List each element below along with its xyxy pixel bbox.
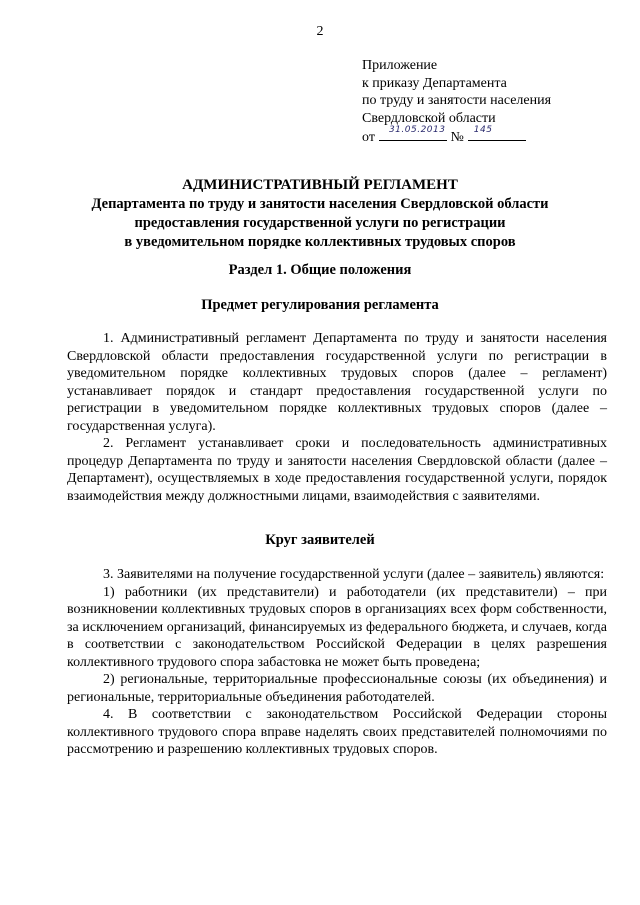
- appendix-line-4: Свердловской области: [362, 110, 496, 126]
- title-line-4: в уведомительном порядке коллективных трудовых споров: [124, 234, 516, 250]
- applicants-body: [67, 566, 607, 759]
- number-sign: №: [450, 130, 464, 145]
- date-blank: [379, 124, 447, 141]
- document-title: [0, 176, 640, 252]
- section-1-heading: Раздел 1. Общие положения: [228, 262, 412, 278]
- applicants-heading: Круг заявителей: [265, 532, 375, 548]
- title-line-2: Департамента по труду и занятости населения Свердловской области: [91, 196, 549, 212]
- handwritten-number: 145: [473, 124, 493, 135]
- number-blank: [468, 124, 526, 141]
- subject-heading: Предмет регулирования регламента: [201, 297, 439, 313]
- appendix-line-2: к приказу Департамента: [362, 75, 507, 91]
- paragraph-4: 4. В соответствии с законодательством Российской Федерации стороны коллективного трудового спора вправе наделять своих представителей полномочиями по рассмотрению и разрешению коллективных трудовых споров.: [67, 707, 607, 757]
- appendix-block: [362, 57, 551, 147]
- paragraph-1: 1. Административный регламент Департамента по труду и занятости населения Свердловской области предоставления государственной услуги по регистрации в уведомительном порядке коллективных трудовых споров (далее – регламент) устанавливает порядок и стандарт предоставления государственной услуги по регистрации в уведомительном порядке коллективных трудовых споров (далее – государственная услуга).: [67, 331, 607, 434]
- paragraph-2: 2. Регламент устанавливает сроки и последовательность административных процедур Департамента по труду и занятости населения Свердловской области (далее – Департамент), осуществляемых в ходе предоставления государственной услуги, порядок взаимодействия между должностными лицами, взаимодействия с заявителями.: [67, 436, 607, 504]
- paragraph-3: 3. Заявителями на получение государственной услуги (далее – заявитель) являются:: [103, 567, 605, 582]
- title-line-3: предоставления государственной услуги по регистрации: [134, 215, 506, 231]
- appendix-line-3: по труду и занятости населения: [362, 93, 552, 108]
- subject-body: [67, 330, 607, 505]
- title-main: АДМИНИСТРАТИВНЫЙ РЕГЛАМЕНТ: [182, 177, 458, 193]
- date-prefix: от: [362, 130, 375, 145]
- handwritten-date: 31.05.2013: [388, 124, 446, 135]
- appendix-date-row: [362, 124, 551, 147]
- paragraph-3-item-1: 1) работники (их представители) и работодатели (их представители) – при возникновении коллективных трудовых споров в организациях всех форм собственности, за исключением организаций, финансируемых из федерального бюджета, и случаев, когда в соответствии с законодательством Российской Федерации в целях разрешения коллективного трудового спора забастовка не может быть проведена;: [67, 584, 607, 670]
- page-number: 2: [316, 24, 324, 39]
- appendix-line-1: Приложение: [362, 58, 438, 73]
- paragraph-3-item-2: 2) региональные, территориальные профессиональные союзы (их объединения) и региональные, территориальные объединения работодателей.: [67, 672, 607, 705]
